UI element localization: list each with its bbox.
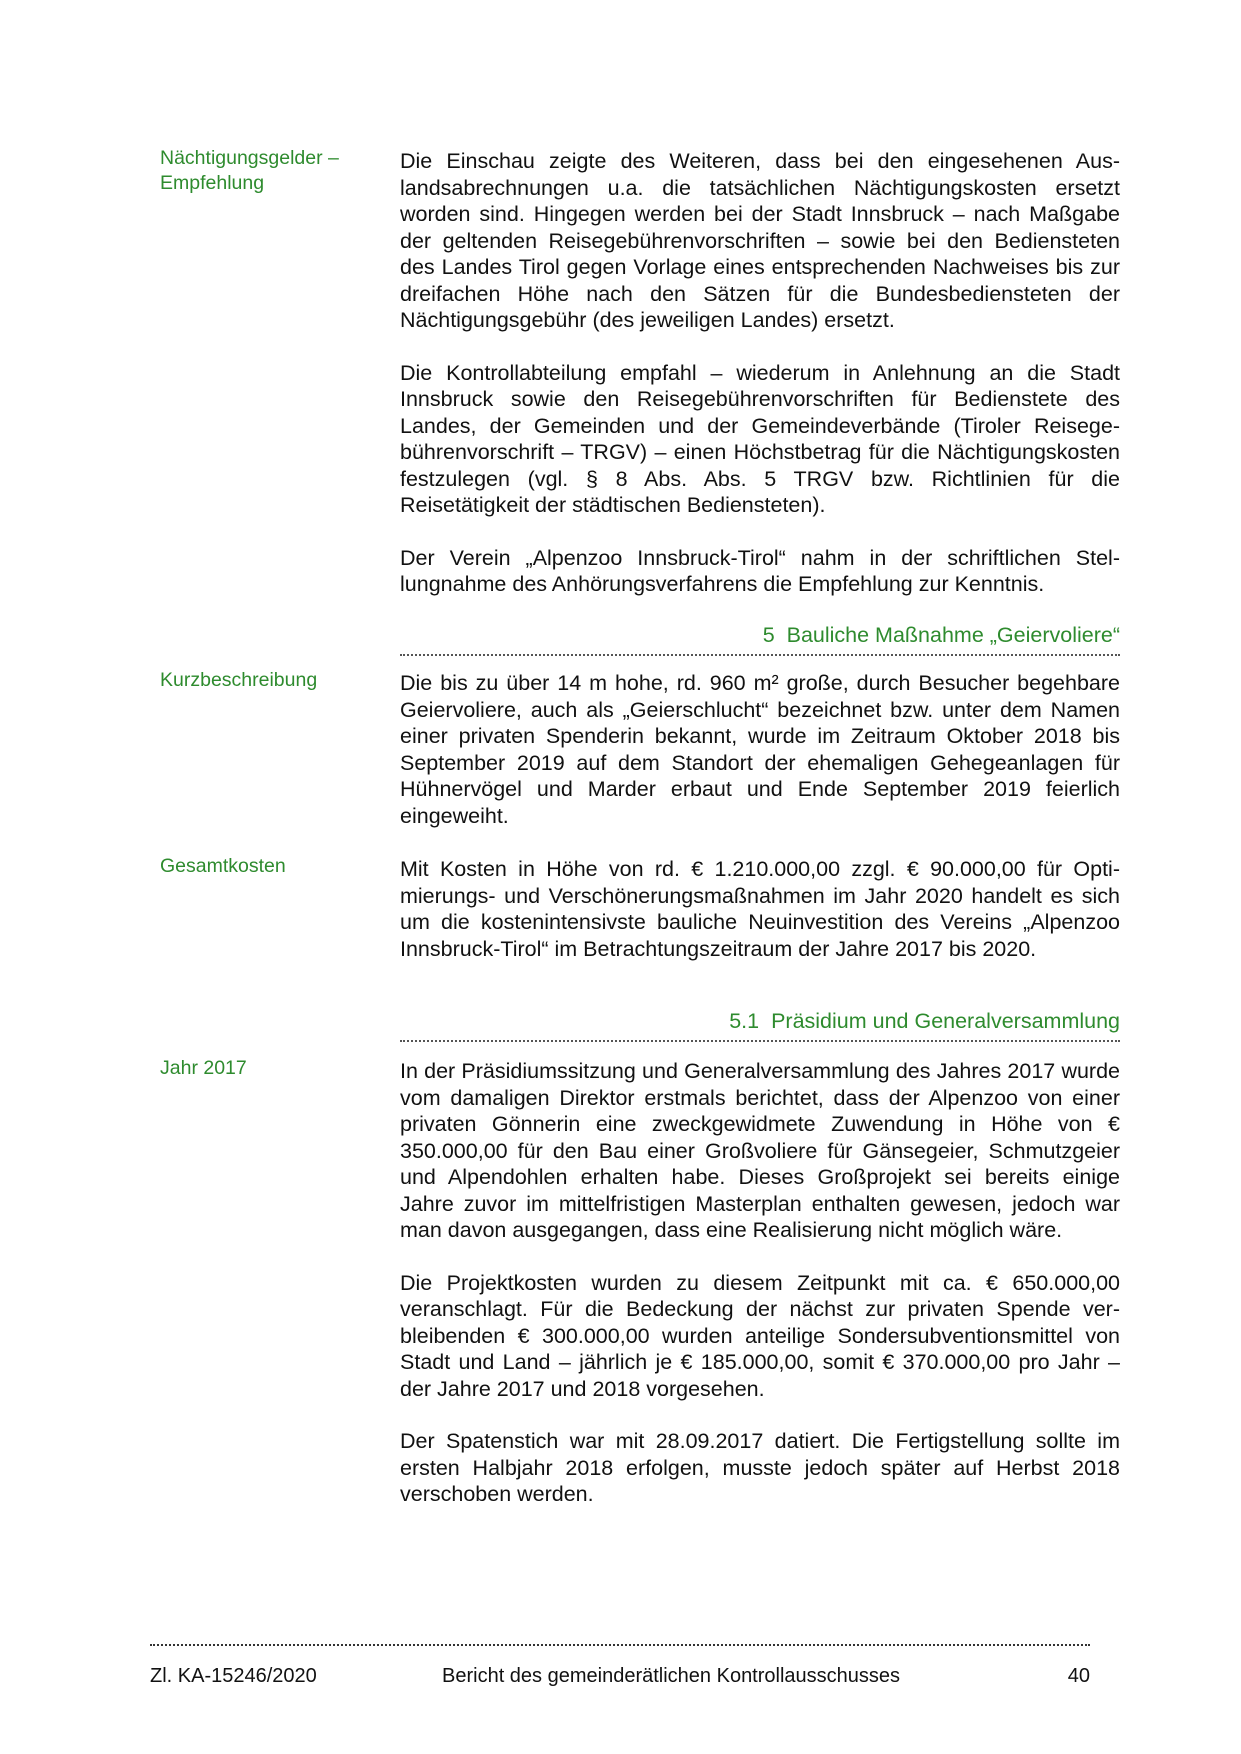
- page-number: 40: [1067, 1665, 1090, 1687]
- section-gesamtkosten: [400, 856, 1120, 962]
- paragraph: Die bis zu über 14 m hohe, rd. 960 m² große, durch Besucher begehbare Geiervoliere, auch als „Geierschlucht“ bezeichnet bzw. unter dem Namen einer privaten Spenderin bekannt, wurde im Zeitraum Oktober 2018 bis September 2019 auf dem Standort der ehemaligen Gehegeanlagen für Hühnervögel und Marder erbaut und Ende September 2019 feierlich eingeweiht.: [400, 671, 1120, 828]
- paragraph: Die Einschau zeigte des Weiteren, dass bei den eingesehenen Auslandsabrechnungen u.a. die tatsächlichen Nächtigungskosten ersetzt worden sind. Hingegen werden bei der Stadt Innsbruck – nach Maßgabe der geltenden Reisegebührenvorschriften – sowie bei den Bediensteten des Landes Tirol gegen Vorlage eines entsprechenden Nachweises bis zur dreifachen Höhe nach den Sätzen für die Bundesbediensteten der Nächtigungsgebühr (des jeweiligen Landes) ersetzt.: [400, 149, 1120, 332]
- paragraph: Die Kontrollabteilung empfahl – wiederum in Anlehnung an die Stadt Innsbruck sowie den Reisegebührenvorschriften für Bedienstete des Landes, der Gemeinden und der Gemeindeverbände (Tiroler Reisegebührenvorschrift – TRGV) – einen Höchstbetrag für die Nächtigungskosten festzulegen (vgl. § 8 Abs. Abs. 5 TRGV bzw. Richtlinien für die Reisetätigkeit der städtischen Bediensteten).: [400, 360, 1120, 517]
- section-heading-5: [400, 622, 1120, 648]
- footer-reference: Zl. KA-15246/2020: [150, 1665, 317, 1687]
- paragraph: Der Verein „Alpenzoo Innsbruck-Tirol“ nahm in der schriftlichen Stellungnahme des Anhörungsverfahrens die Empfehlung zur Kenntnis.: [400, 545, 1120, 596]
- heading-title: Bauliche Maßnahme „Geiervoliere“: [786, 623, 1120, 647]
- heading-number: 5: [762, 623, 775, 647]
- paragraph: Die Projektkosten wurden zu diesem Zeitpunkt mit ca. € 650.000,00 veranschlagt. Für die Bedeckung der nächst zur privaten Spende verbleibenden € 300.000,00 wurden anteilige Sondersubventionsmittel von Stadt und Land – jährlich je € 185.000,00, somit € 370.000,00 pro Jahr – der Jahre 2017 und 2018 vorgesehen.: [400, 1270, 1120, 1401]
- paragraph: Der Spatenstich war mit 28.09.2017 datiert. Die Fertigstellung sollte im ersten Halbjahr 2018 erfolgen, musste jedoch später auf Herbst 2018 verschoben werden.: [400, 1429, 1120, 1506]
- section-kurzbeschreibung: [400, 670, 1120, 829]
- section-naechtigungsgelder: [400, 148, 1120, 598]
- heading-title: Präsidium und Generalversammlung: [771, 1009, 1120, 1033]
- margin-label-naechtigungsgelder: Nächtigungsgelder – Empfehlung: [160, 147, 339, 194]
- paragraph: In der Präsidiumssitzung und Generalversammlung des Jahres 2017 wurde vom damaligen Direktor erstmals berichtet, dass der Alpenzoo von einer privaten Gönnerin eine zweckgewidmete Zuwendung in Höhe von € 350.000,00 für den Bau einer Großvoliere für Gänsegeier, Schmutzgeier und Alpendohlen erhalten habe. Dieses Großprojekt sei bereits einige Jahre zuvor im mittelfristigen Masterplan enthalten gewesen, jedoch war man davon ausgegangen, dass eine Realisierung nicht möglich wäre.: [400, 1059, 1120, 1242]
- heading-divider: [400, 1040, 1120, 1042]
- section-heading-5-1: [400, 1008, 1120, 1034]
- section-jahr-2017: [400, 1058, 1120, 1508]
- footer-title: Bericht des gemeinderätlichen Kontrollausschusses: [442, 1665, 901, 1687]
- margin-label-gesamtkosten: Gesamtkosten: [160, 855, 286, 877]
- heading-divider: [400, 654, 1120, 656]
- footer-divider: [150, 1644, 1090, 1646]
- margin-label-kurzbeschreibung: Kurzbeschreibung: [160, 669, 318, 691]
- heading-number: 5.1: [729, 1009, 760, 1033]
- paragraph: Mit Kosten in Höhe von rd. € 1.210.000,00 zzgl. € 90.000,00 für Optimierungs- und Verschönerungsmaßnahmen im Jahr 2020 handelt es sich um die kostenintensivste bauliche Neuinvestition des Vereins „Alpenzoo Innsbruck-Tirol“ im Betrachtungszeitraum der Jahre 2017 bis 2020.: [400, 857, 1120, 961]
- margin-label-jahr-2017: Jahr 2017: [160, 1057, 247, 1079]
